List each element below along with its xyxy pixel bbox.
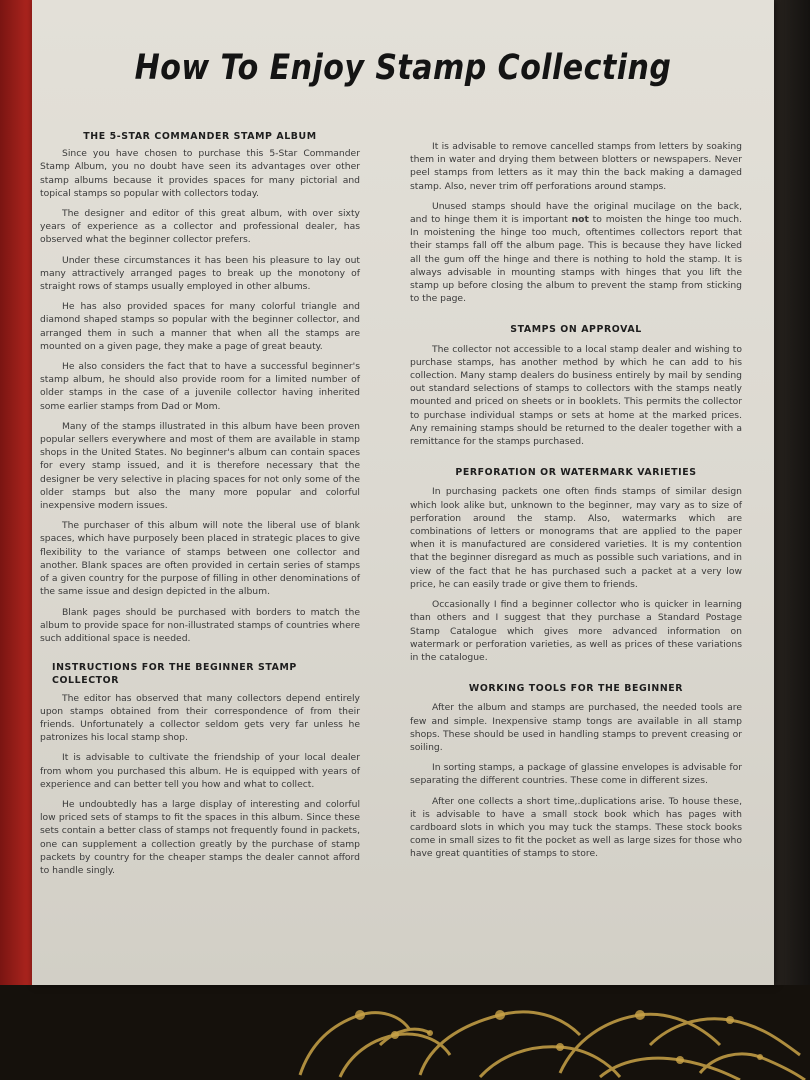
bold-word: not — [571, 214, 589, 226]
section-heading: WORKING TOOLS FOR THE BEGINNER — [468, 683, 684, 695]
album-page — [32, 0, 774, 985]
patterned-tablecloth — [0, 985, 810, 1080]
dark-background-right — [770, 0, 810, 1000]
paragraph: It is advisable to remove cancelled stamps from letters by soaking them in water and drying them between blotters or newspapers. Never peel stamps from letters as it may thin the back making a damaged stamp. Also, never trim off perforations around stamps. — [410, 141, 742, 192]
paragraph: Under these circumstances it has been his pleasure to lay out many attractively arranged pages to break up the monotony of straight rows of stamps usually employed in other albums. — [40, 254, 360, 293]
page-title: How To Enjoy Stamp Collecting — [134, 48, 672, 88]
paragraph: The purchaser of this album will note the liberal use of blank spaces, which have purposely been placed in strategic places to give flexibility to the variance of stamps between one collector and another. Blank spaces are often provided in certain series of stamps of a given country for the purpose of filling in other denominations of the same issue and design depicted in the album. — [40, 520, 360, 598]
paragraph-mucilage — [410, 200, 742, 306]
text-run: Unused stamps should have the original mucilage on the back, and to hinge them it is important — [410, 200, 742, 226]
paragraph: Blank pages should be purchased with borders to match the album to provide space for non-illustrated stamps of countries where such additional space is needed. — [40, 606, 360, 644]
paragraph: After the album and stamps are purchased, the needed tools are few and simple. Inexpensive stamp tongs are available in all stamp shops. These should be used in handling stamps to prevent creasing or soiling. — [410, 702, 742, 753]
paragraph: In sorting stamps, a package of glassine envelopes is advisable for separating the different countries. These come in different sizes. — [410, 762, 742, 787]
section-heading: THE 5-STAR COMMANDER STAMP ALBUM — [83, 131, 317, 142]
paragraph: After one collects a short time,.duplications arise. To house these, it is advisable to have a small stock book which has pages with cardboard slots in which you may tuck the stamps. These stock books come in small sizes to fit the pocket as well as large sizes for those who have great quantities of stamps to store. — [410, 795, 742, 860]
left-column — [40, 130, 360, 884]
paragraph: It is advisable to cultivate the friendship of your local dealer from whom you purchased this album. He is equipped with years of experience and can better tell you how and what to collect. — [40, 752, 360, 790]
section-heading: STAMPS ON APPROVAL — [510, 324, 642, 336]
paragraph: He has also provided spaces for many colorful triangle and diamond shaped stamps so popular with the beginner collector, and arranged them in such a manner that when all the stamps are mounted on a given page, they make a page of great beauty. — [40, 301, 360, 352]
section-heading: PERFORATION OR WATERMARK VARIETIES — [455, 467, 697, 479]
paragraph: In purchasing packets one often finds stamps of similar design which look alike but, unknown to the beginner, may vary as to size of perforation around the stamp. Also, watermarks which are combinations of letters or monograms that are applied to the paper when it is manufactured are considered varieties. It is my contention that the beginner disregard as much as possible such variations, and in view of the fact that he has purchased such a packet at a very low price, he can easily trade or give them to friends. — [410, 486, 742, 590]
text-run: to moisten the hinge too much. In moistening the hinge too much, oftentimes collectors report that their stamps fall off the album page. This is because they have licked all the gum off the hinge and there is nothing to hold the stamp. It is always advisable in mounting stamps with hinges that you lift the stamp up before closing the album to prevent the stamp from sticking to the page. — [410, 214, 743, 305]
tablecloth-pattern — [0, 985, 810, 1080]
right-column — [410, 140, 742, 868]
paragraph: He also considers the fact that to have a successful beginner's stamp album, he should also provide room for a limited number of older stamps in the case of a juvenile collector having inherited some earlier stamps from Dad or Mom. — [40, 361, 360, 412]
section-heading: INSTRUCTIONS FOR THE BEGINNER STAMP COLLECTOR — [52, 662, 297, 687]
paragraph: Occasionally I find a beginner collector who is quicker in learning than others and I suggest that they purchase a Standard Postage Stamp Catalogue which gives more advanced information on watermark or perforation varieties, as well as prices of these variations in the catalogue. — [410, 599, 742, 663]
paragraph: The designer and editor of this great album, with over sixty years of experience as a collector and professional dealer, has observed what the beginner collector prefers. — [40, 208, 360, 246]
paragraph: The editor has observed that many collectors depend entirely upon stamps obtained from their correspondence of from their friends. Unfortunately a collector seldom gets very far unless he patronizes his local stamp shop. — [40, 692, 360, 744]
paragraph: He undoubtedly has a large display of interesting and colorful low priced sets of stamps to fit the spaces in this album. Since these sets contain a better class of stamps not frequently found in packets, one can supplement a collection greatly by the purchase of stamp packets by country for the cheaper stamps the dealer cannot afford to handle singly. — [40, 798, 360, 876]
paragraph: The collector not accessible to a local stamp dealer and wishing to purchase stamps, has another method by which he can add to his collection. Many stamp dealers do business entirely by mail by sending out standard selections of stamps to collectors with the stamps neatly mounted and priced on sheets or in booklets. This permits the collector to purchase individual stamps or sets at home at the marked prices. Any remaining stamps should be returned to the dealer together with a remittance for the stamps purchased. — [410, 343, 742, 448]
paragraph: Since you have chosen to purchase this 5-Star Commander Stamp Album, you no doubt have seen its advantages over other stamp albums because it provides spaces for many pictorial and topical stamps so popular with collectors today. — [40, 148, 360, 199]
paragraph: Many of the stamps illustrated in this album have been proven popular sellers everywhere and most of them are available in stamp shops in the United States. No beginner's album can contain spaces for every stamp issued, and it is therefore necessary that the designer be very selective in placing spaces for not only some of the older stamps but also the many more popular and colorful inexpensive modern issues. — [40, 420, 360, 512]
